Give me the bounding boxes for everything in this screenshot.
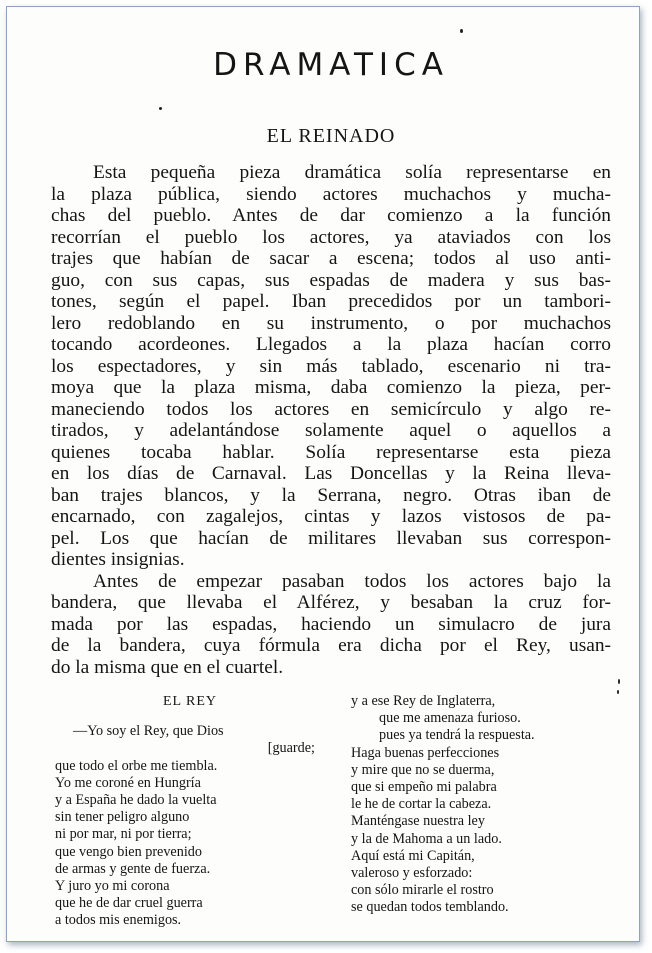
verse-line: que vengo bien prevenido	[55, 843, 202, 860]
verse-line: se quedan todos temblando.	[351, 899, 509, 916]
text-line: lero redoblando en su instrumento, o por muchachos	[51, 312, 611, 334]
text-line: do la misma que en el cuartel.	[51, 656, 284, 678]
text-line: Antes de empezar pasaban todos los actores bajo la	[93, 570, 611, 592]
verse-line: pues ya tendrá la respuesta.	[379, 727, 535, 744]
text-line: mada por las espadas, haciendo un simulacro de jura	[51, 613, 611, 635]
verse-line: Yo me coroné en Hungría	[55, 774, 201, 791]
text-line: ban trajes blancos, y la Serrana, negro. Otras iban de	[51, 484, 611, 506]
text-line: guo, con sus capas, sus espadas de madera y sus bas-	[51, 269, 611, 291]
text-line: bandera, que llevaba el Alférez, y besaban la cruz for-	[51, 592, 611, 613]
text-line: en los días de Carnaval. Las Doncellas y la Reina lleva-	[51, 463, 611, 484]
text-line: chas del pueblo. Antes de dar comienzo a la función	[51, 205, 611, 226]
verse-line: le he de cortar la cabeza.	[351, 796, 492, 813]
text-line: tones, según el papel. Iban precedidos por un tambori-	[51, 291, 611, 312]
verse-line: Manténgase nuestra ley	[351, 813, 485, 830]
text-line: los espectadores, y sin más tablado, escenario ni tra-	[51, 355, 611, 377]
verse-line: con sólo mirarle el rostro	[351, 882, 494, 899]
text-line: la plaza pública, siendo actores muchachos y mucha-	[51, 183, 611, 205]
section-title: EL REINADO	[266, 125, 396, 147]
print-speck	[460, 29, 463, 33]
verse-line: que si empeño mi palabra	[351, 778, 497, 795]
verse-line: que me amenaza furioso.	[379, 710, 521, 727]
text-line: Esta pequeña pieza dramática solía representarse en	[93, 162, 611, 183]
text-line: tocando acordeones. Llegados a la plaza hacían corro	[51, 334, 611, 355]
verse-column-right	[351, 693, 611, 916]
verse-line: Haga buenas perfecciones	[351, 744, 500, 761]
document-page	[51, 7, 611, 937]
text-line: tirados, y adelantándose solamente aquel o aquellos a	[51, 420, 611, 441]
verse-line: —Yo soy el Rey, que Dios	[73, 723, 224, 740]
verse-line: sin tener peligro alguno	[55, 809, 190, 826]
verse-line: Y juro yo mi corona	[55, 877, 170, 894]
verse-line: Aquí está mi Capitán,	[351, 847, 475, 864]
text-line: dientes insignias.	[51, 549, 185, 570]
body-paragraphs	[51, 162, 611, 678]
text-line: recorrían el pueblo los actores, ya ataviados con los	[51, 226, 611, 248]
verse-line: y mire que no se duerma,	[351, 761, 495, 778]
verse-line: ni por mar, ni por tierra;	[55, 826, 192, 843]
verse-line: y la de Mahoma a un lado.	[351, 830, 502, 847]
print-speck	[618, 679, 620, 684]
verse-column-left	[55, 693, 325, 929]
verse-line: y a ese Rey de Inglaterra,	[351, 693, 496, 709]
verse-line: y a España he dado la vuelta	[55, 791, 217, 808]
text-line: de la bandera, cuya fórmula era dicha por el Rey, usan-	[51, 635, 611, 656]
page-frame	[6, 6, 640, 942]
verse-line: que he de dar cruel guerra	[55, 895, 203, 912]
text-line: maneciendo todos los actores en semicírculo y algo re-	[51, 398, 611, 420]
text-line: trajes que habían de sacar a escena; todos al uso anti-	[51, 248, 611, 269]
verse-line: valeroso y esforzado:	[351, 864, 473, 881]
verse-line: que todo el orbe me tiembla.	[55, 757, 218, 774]
verse-line: a todos mis enemigos.	[55, 912, 182, 929]
text-line: moya que la plaza misma, daba comienzo la pieza, per-	[51, 377, 611, 398]
text-line: pel. Los que hacían de militares llevaban sus correspon-	[51, 527, 611, 549]
text-line: quienes tocaba hablar. Solía representarse esta pieza	[51, 441, 611, 463]
speaker-name: EL REY	[162, 694, 218, 709]
text-line: encarnado, con zagalejos, cintas y lazos vistosos de pa-	[51, 506, 611, 527]
print-speck	[617, 690, 619, 694]
verse-line: de armas y gente de fuerza.	[55, 860, 211, 877]
page-title: DRAMATICA	[213, 47, 449, 83]
print-speck	[159, 107, 162, 110]
verse-line: [guarde;	[267, 740, 315, 757]
